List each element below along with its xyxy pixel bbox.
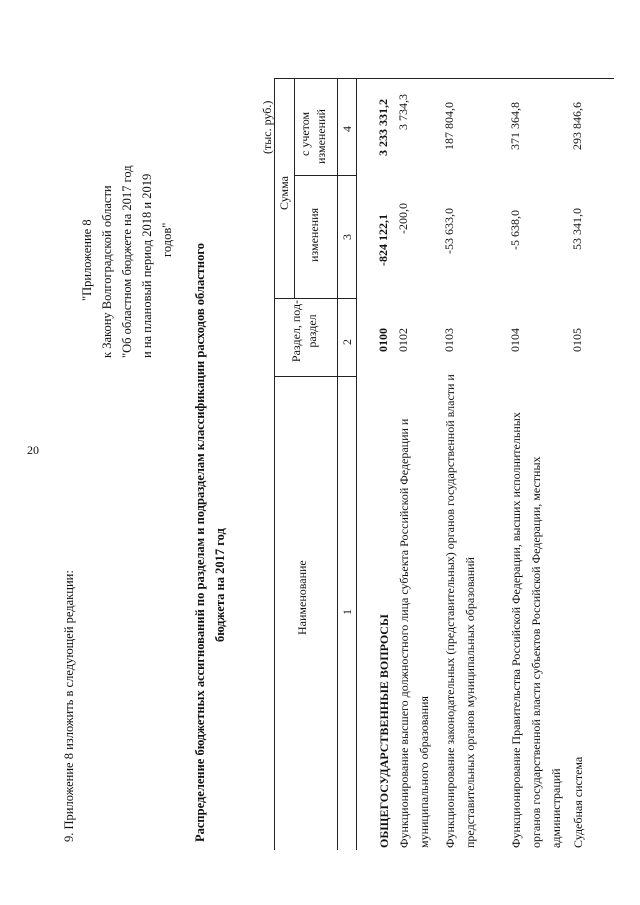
appendix-line-1: "Приложение 8	[80, 219, 94, 301]
col-sep-3-4	[294, 175, 357, 176]
sum-header-line	[294, 78, 295, 298]
colnum-4: 4	[340, 126, 354, 132]
table-border-left	[274, 78, 275, 850]
budget-table	[274, 70, 614, 870]
table-row-code: 0102	[396, 328, 410, 352]
appendix-heading	[80, 165, 193, 358]
header-name: Наименование	[295, 560, 309, 635]
colnum-1: 1	[340, 609, 354, 615]
table-row-change: -5 638,0	[508, 210, 522, 250]
header-bottom-line	[337, 78, 338, 850]
table-row-change: -200,0	[396, 203, 410, 234]
table-row-name: Функционирование высшего должностного лица субъекта Российской Федерации и муниципального образования	[397, 418, 431, 848]
table-row-change: -53 633,0	[442, 208, 456, 254]
appendix-line-4: и на плановый период 2018 и 2019	[140, 173, 154, 358]
table-row-name: Функционирование законодательных (представительных) органов государственной власти и представительных органов муниципальных образований	[443, 374, 477, 848]
table-row-change: -824 122,1	[376, 214, 390, 266]
table-row-change: 53 341,0	[570, 208, 584, 250]
table-row-name: ОБЩЕГОСУДАРСТВЕННЫЕ ВОПРОСЫ	[377, 614, 391, 848]
table-row-total: 187 804,0	[442, 102, 456, 150]
table-row-total: 3 233 331,2	[376, 99, 390, 156]
table-border-right	[274, 78, 614, 79]
header-with-changes-2: изменений	[314, 109, 328, 164]
table-row-code: 0100	[376, 328, 390, 352]
table-title-line-1: Распределение бюджетных ассигнований по разделам и подразделам классификации расходов областного	[193, 243, 207, 842]
page-number: 20	[27, 443, 39, 457]
table-row-name: Функционирование Правительства Российской Федерации, высших исполнительных органов государственной власти субъектов Российской Федерации, местных администраций	[509, 412, 563, 848]
appendix-line-3: "Об областном бюджете на 2017 год	[120, 165, 134, 358]
table-row-code: 0103	[442, 328, 456, 352]
amendment-intro: 9. Приложение 8 изложить в следующей редакции:	[62, 570, 76, 842]
colnum-bottom-line	[356, 78, 357, 850]
colnum-2: 2	[340, 339, 354, 345]
units-label: (тыс. руб.)	[260, 100, 274, 154]
table-row-total: 371 364,8	[508, 102, 522, 150]
table-row-code: 0105	[570, 328, 584, 352]
header-sum: Сумма	[277, 176, 291, 210]
table-row-total: 293 846,6	[570, 102, 584, 150]
table-row-name: Судебная система	[571, 756, 585, 848]
table-title-line-2: бюджета на 2017 год	[213, 528, 227, 642]
header-changes: изменения	[307, 207, 321, 262]
table-row-total: 3 734,3	[396, 94, 410, 130]
header-with-changes-1: с учетом	[298, 111, 312, 156]
colnum-3: 3	[340, 234, 354, 240]
appendix-line-5: годов"	[160, 222, 174, 257]
header-section: Раздел, под-раздел	[289, 299, 319, 363]
col-sep-1-2	[274, 376, 357, 377]
table-row-code: 0104	[508, 328, 522, 352]
appendix-line-2: к Закону Волгоградской области	[100, 185, 114, 358]
